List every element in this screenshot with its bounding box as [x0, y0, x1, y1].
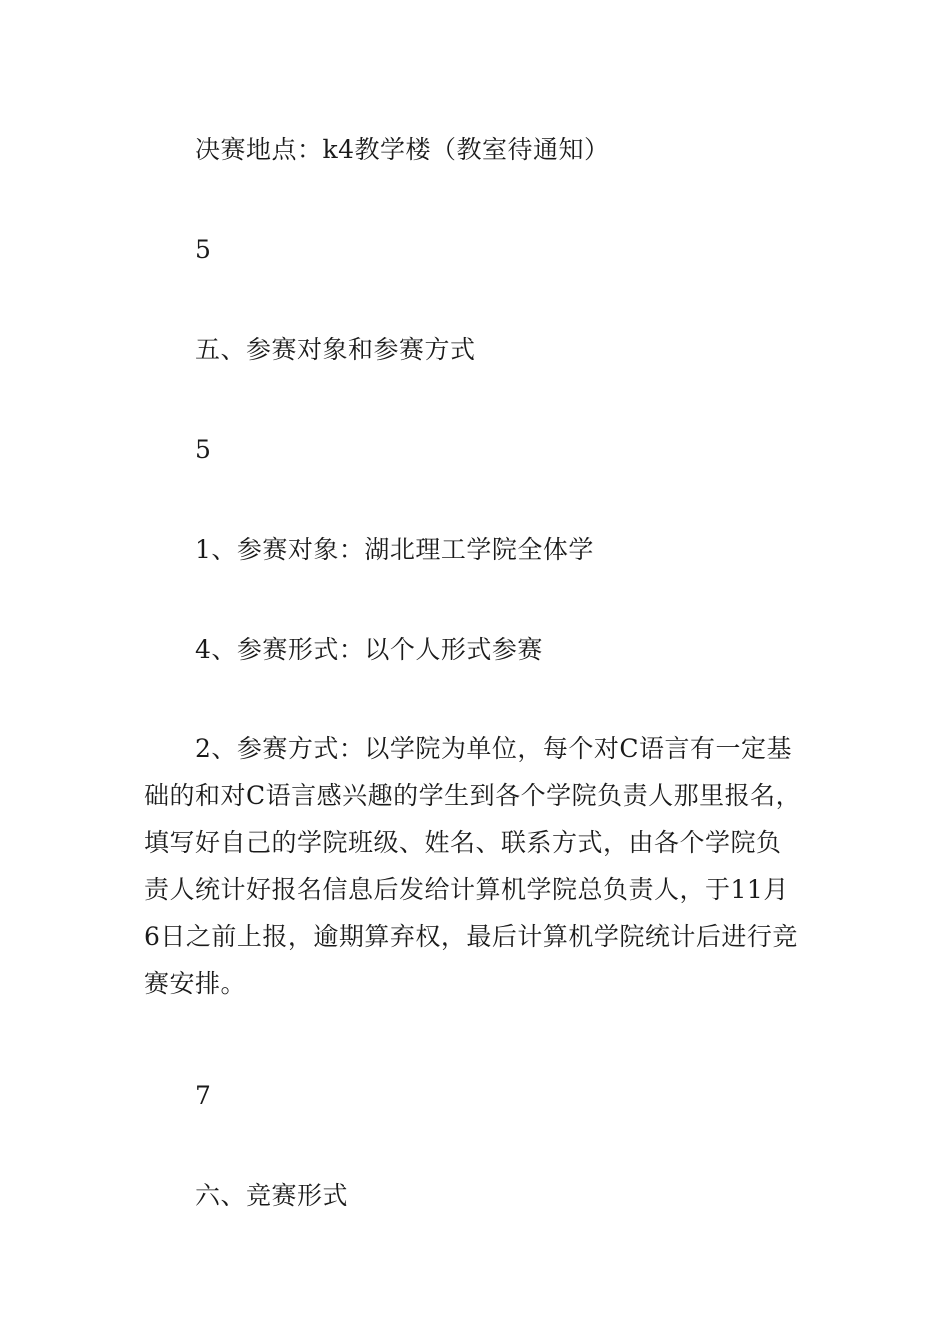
paragraph-line: 6日之前上报，逾期算弃权，最后计算机学院统计后进行竞 [144, 922, 798, 951]
section-heading-participants: 五、参赛对象和参赛方式 [195, 335, 476, 364]
paragraph-line: 填写好自己的学院班级、姓名、联系方式，由各个学院负 [144, 828, 782, 857]
page-number-line: 5 [195, 435, 212, 464]
paragraph-line: 责人统计好报名信息后发给计算机学院总负责人，于11月 [144, 875, 789, 904]
participation-form-line: 4、参赛形式：以个人形式参赛 [195, 635, 543, 664]
registration-method-paragraph [144, 725, 810, 1007]
paragraph-line: 2、参赛方式：以学院为单位，每个对C语言有一定基 [195, 734, 793, 763]
paragraph-line: 础的和对C语言感兴趣的学生到各个学院负责人那里报名， [144, 781, 802, 810]
page-number-line: 7 [195, 1081, 212, 1110]
paragraph-line: 赛安排。 [144, 969, 247, 998]
participant-target-line: 1、参赛对象：湖北理工学院全体学 [195, 535, 594, 564]
section-heading-competition-format: 六、竞赛形式 [195, 1181, 349, 1210]
final-venue-line: 决赛地点：k4教学楼（教室待通知） [195, 135, 610, 164]
page-number-line: 5 [195, 235, 212, 264]
